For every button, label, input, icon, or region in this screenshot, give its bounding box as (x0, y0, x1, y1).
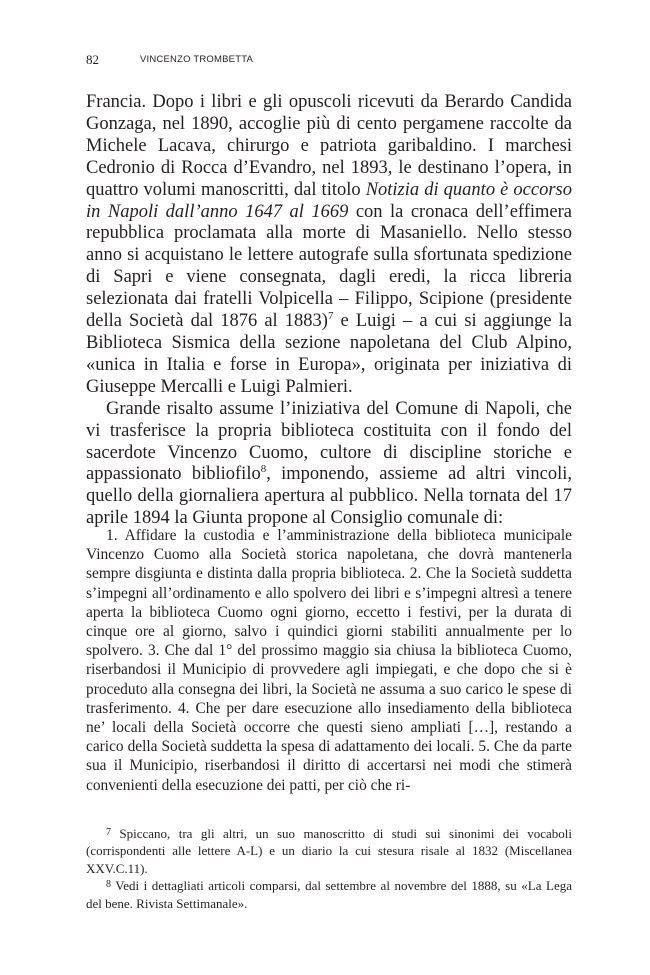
paragraph-1-text-a: Francia. Dopo i libri e gli opuscoli ricevuti da Berardo Candida Gonzaga, nel 1890, accoglie più di cento pergamene raccolte da Michele Lacava, chirurgo e patriota garibaldino. I marchesi Cedronio di Rocca d’Evandro, nel 1893, le destinano l’opera, in quattro volumi manoscritti, dal titolo (86, 92, 572, 200)
footnote-ref-7: 7 (327, 309, 334, 322)
paragraph-2 (86, 399, 572, 530)
footnote-7-mark: 7 (106, 827, 111, 838)
footnote-7 (86, 825, 572, 877)
footnote-8-mark: 8 (106, 879, 111, 891)
block-quote-text: 1. Affidare la custodia e l’amministrazione della biblioteca municipale Vincenzo Cuomo alla Società storica napoletana, che dovrà mantenerla sempre disgiunta e distinta dalla propria biblioteca. 2. Che la Società suddetta s’impegni all’ordinamento e allo spolvero dei libri e s’impegni altresì a tenere aperta la biblioteca Cuomo ogni giorno, eccetto i festivi, per la durata di cinque ore al giorno, salvo i quindici giorni stabiliti annualmente per lo spolvero. 3. Che dal 1° del prossimo maggio sia chiusa la biblioteca Cuomo, riserbandosi il Municipio di provvedere agli impiegati, e che dopo che si è proceduto alla consegna dei libri, la Società ne assuma a suo carico le spese di trasferimento. 4. Che per dare esecuzione allo insediamento della biblioteca ne’ locali della Società occorre che questi sieno ampliati […], restando a carico della Società suddetta la spesa di adattamento dei locali. 5. Che da parte sua il Municipio, riserbandosi il diritto di accertarsi nei modi che stimerà convenienti della esecuzione dei patti, per ciò che ri- (86, 527, 572, 794)
footnote-8 (86, 877, 572, 912)
running-head-author: VINCENZO TROMBETTA (140, 54, 254, 65)
running-head (86, 52, 572, 68)
italic-work-title: Notizia di quanto è occorso in Napoli dall’anno 1647 al 1669 (86, 179, 572, 222)
main-text (86, 92, 572, 530)
paragraph-1-text-c: e Luigi – a cui si aggiunge la Biblioteca Sismica della sezione napoletana del Club Alpino, «unica in Italia e forse in Europa», originata per iniziativa di Giuseppe Mercalli e Luigi Palmieri. (86, 311, 572, 397)
footnotes (86, 825, 572, 912)
footnote-ref-8: 8 (260, 463, 267, 476)
block-quote (86, 526, 572, 795)
paragraph-1-text-b: con la cronaca dell’effimera repubblica proclamata alla morte di Masaniello. Nello stesso anno si acquistano le lettere autografe sulla sfortunata spedizione di Sapri e viene consegnata, dagli eredi, la ricca libreria selezionata dai fratelli Volpicella – Filippo, Scipione (presidente della Società dal 1876 al 1883) (86, 201, 573, 332)
paragraph-2-text-b: , imponendo, assieme ad altri vincoli, quello della giornaliera apertura al pubblico. Nella tornata del 17 aprile 1894 la Giunta propone al Consiglio comunale di: (86, 464, 572, 529)
footnote-8-text: Vedi i dettagliati articoli comparsi, dal settembre al novembre del 1888, su «La Lega del bene. Rivista Settimanale». (86, 878, 572, 911)
page-number: 82 (86, 52, 99, 67)
paragraph-1 (86, 92, 572, 399)
footnote-7-text: Spiccano, tra gli altri, un suo manoscritto di studi sui sinonimi dei vocaboli (corrispondenti alle lettere A-L) e un diario la cui stesura risale al 1832 (Miscellanea XXV.C.11). (86, 826, 572, 876)
paragraph-2-text-a: Grande risalto assume l’iniziativa del Comune di Napoli, che vi trasferisce la propria biblioteca costituita con il fondo del sacerdote Vincenzo Cuomo, cultore di discipline storiche e appassionato bibliofilo (86, 398, 572, 485)
